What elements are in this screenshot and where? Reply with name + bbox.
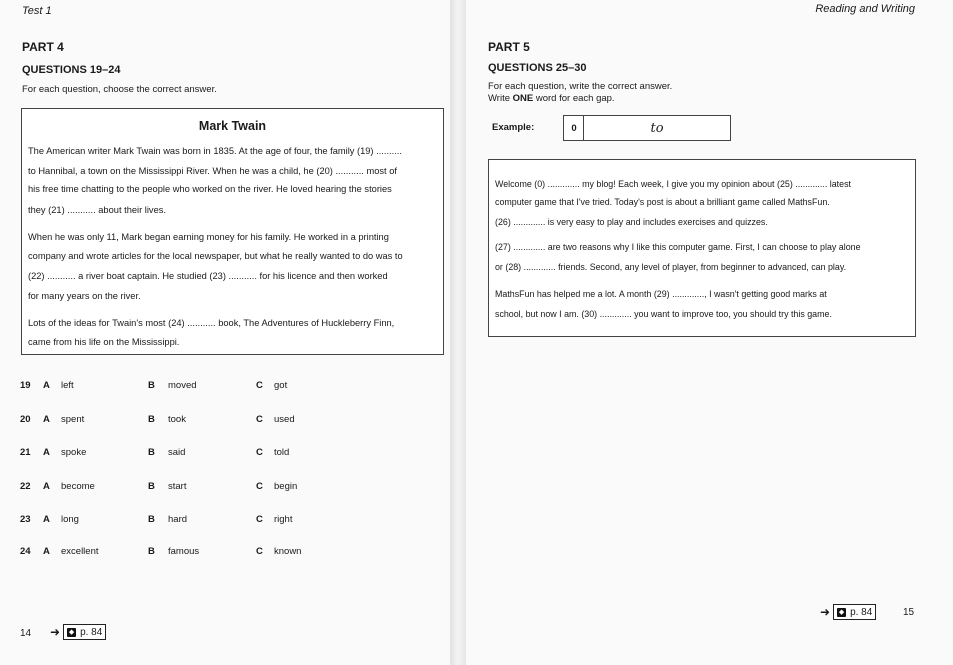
page-number-left: 14 [20, 628, 32, 639]
option-a[interactable]: become [61, 481, 95, 492]
passage-line: for many years on the river. [28, 291, 141, 301]
example-number: 0 [571, 122, 577, 134]
page-number-right: 15 [903, 607, 915, 618]
book-icon: ◆ [68, 629, 75, 636]
passage-box-mathsfun [488, 159, 916, 337]
running-head-right: Reading and Writing [815, 3, 915, 15]
option-b[interactable]: took [168, 414, 186, 425]
reference-label: p. 84 [850, 606, 873, 618]
option-letter-a: A [43, 546, 50, 557]
passage-line: The American writer Mark Twain was born in 1835. At the age of four, the family (19) .......... [28, 146, 402, 156]
option-letter-b: B [148, 546, 155, 557]
part-title-left: PART 4 [22, 40, 64, 54]
passage-title: Mark Twain [198, 119, 267, 133]
passage-line: When he was only 11, Mark began earning money for his family. He worked in a printing [28, 232, 389, 242]
option-c[interactable]: used [274, 414, 295, 425]
passage-line: they (21) ........... about their lives. [28, 205, 166, 215]
option-letter-a: A [43, 481, 50, 492]
option-letter-c: C [256, 481, 263, 492]
option-c[interactable]: begin [274, 481, 298, 492]
instruction-text: word for each gap. [533, 93, 615, 104]
passage-line: (22) ........... a river boat captain. He studied (23) ........... for his licence and then worked [28, 271, 388, 281]
option-b[interactable]: famous [168, 546, 200, 557]
option-b[interactable]: moved [168, 380, 197, 391]
option-c[interactable]: got [274, 380, 288, 391]
option-letter-a: A [43, 447, 50, 458]
question-number: 22 [20, 481, 31, 492]
option-c[interactable]: right [274, 514, 293, 525]
arrow-right-icon: ➜ [50, 625, 61, 639]
option-letter-a: A [43, 514, 50, 525]
option-c[interactable]: told [274, 447, 290, 458]
option-letter-c: C [256, 380, 263, 391]
book-gutter [450, 0, 466, 665]
passage-line: school, but now I am. (30) ............. you want to improve too, you should try this game. [495, 309, 832, 319]
right-page [466, 0, 953, 665]
page-reference-left[interactable] [50, 624, 106, 640]
example-answer-box[interactable] [583, 115, 731, 141]
arrow-right-icon: ➜ [820, 605, 831, 619]
option-c[interactable]: known [274, 546, 302, 557]
option-a[interactable]: excellent [61, 546, 99, 557]
left-page [0, 0, 450, 665]
part-title-right: PART 5 [488, 40, 530, 54]
passage-line: (27) ............. are two reasons why I like this computer game. First, I can choose to play alone [495, 242, 861, 252]
instruction-left: For each question, choose the correct answer. [22, 84, 217, 95]
option-b[interactable]: said [168, 447, 186, 458]
reference-box [63, 624, 106, 640]
passage-line: company and wrote articles for the local newspaper, but what he really wanted to do was to [28, 251, 403, 261]
option-a[interactable]: long [61, 514, 79, 525]
option-b[interactable]: hard [168, 514, 188, 525]
passage-line: (26) ............. is very easy to play and includes exercises and quizzes. [495, 217, 768, 227]
option-letter-a: A [43, 414, 50, 425]
passage-box-mark-twain [21, 108, 444, 355]
example-label: Example: [492, 122, 535, 133]
passage-line: MathsFun has helped me a lot. A month (29) ............., I wasn't getting good marks at [495, 289, 827, 299]
option-letter-c: C [256, 414, 263, 425]
passage-line: or (28) ............. friends. Second, any level of player, from beginner to advanced, can play. [495, 262, 847, 272]
option-letter-b: B [148, 414, 155, 425]
option-a[interactable]: spoke [61, 447, 87, 458]
example-number-box [563, 115, 585, 141]
passage-line: computer game that I've tried. Today's post is about a brilliant game called MathsFun. [495, 197, 830, 207]
option-a[interactable]: spent [61, 414, 85, 425]
instruction-emphasis: ONE [512, 93, 534, 104]
instruction-right-1: For each question, write the correct answer. [488, 81, 673, 92]
passage-line: Welcome (0) ............. my blog! Each week, I give you my opinion about (25) ............. latest [495, 179, 851, 189]
questions-title-left: QUESTIONS 19–24 [22, 64, 121, 76]
option-letter-b: B [148, 514, 155, 525]
question-number: 23 [20, 514, 31, 525]
passage-line: came from his life on the Mississippi. [28, 337, 180, 347]
book-icon: ◆ [838, 609, 845, 616]
reference-box [833, 604, 876, 620]
question-number: 21 [20, 447, 31, 458]
passage-line: Lots of the ideas for Twain's most (24) ........... book, The Adventures of Huckleberry Finn, [28, 318, 395, 328]
option-letter-c: C [256, 514, 263, 525]
option-letter-a: A [43, 380, 50, 391]
question-number: 19 [20, 380, 31, 391]
option-letter-c: C [256, 546, 263, 557]
question-number: 24 [20, 546, 31, 557]
page-reference-right[interactable] [820, 604, 876, 620]
option-letter-b: B [148, 481, 155, 492]
reference-label: p. 84 [80, 626, 103, 638]
passage-line: to Hannibal, a town on the Mississippi River. When he was a child, he (20) ........... most of [28, 166, 397, 176]
instruction-text: Write [488, 93, 513, 104]
example-answer: to [650, 120, 664, 136]
passage-line: his free time chatting to the people who worked on the river. He loved hearing the stories [28, 184, 392, 194]
option-b[interactable]: start [168, 481, 187, 492]
option-letter-b: B [148, 380, 155, 391]
instruction-right-2 [488, 93, 615, 104]
question-number: 20 [20, 414, 31, 425]
questions-title-right: QUESTIONS 25–30 [488, 62, 587, 74]
option-a[interactable]: left [61, 380, 74, 391]
option-letter-b: B [148, 447, 155, 458]
running-head-left: Test 1 [22, 5, 52, 17]
option-letter-c: C [256, 447, 263, 458]
